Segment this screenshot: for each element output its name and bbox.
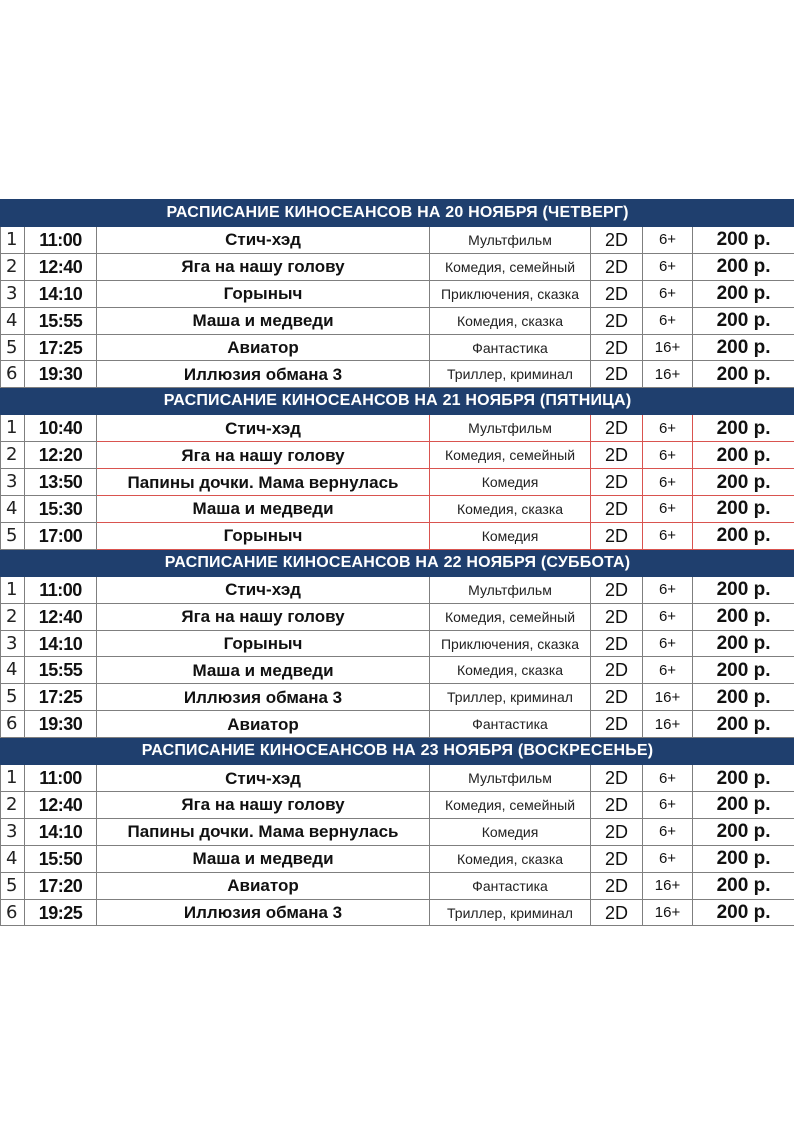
- film-title: Авиатор: [97, 872, 430, 899]
- ticket-price: 200 р.: [693, 469, 794, 496]
- film-genre: Мультфильм: [430, 227, 591, 254]
- session-row: [1, 334, 794, 361]
- schedule-table: [0, 199, 794, 926]
- ticket-price: 200 р.: [693, 711, 794, 738]
- film-genre: Комедия, сказка: [430, 657, 591, 684]
- schedule-document: [0, 199, 794, 926]
- film-format: 2D: [591, 765, 643, 792]
- ticket-price: 200 р.: [693, 280, 794, 307]
- session-number: 2: [1, 603, 25, 630]
- film-genre: Комедия: [430, 818, 591, 845]
- film-title: Маша и медведи: [97, 307, 430, 334]
- day-header: РАСПИСАНИЕ КИНОСЕАНСОВ НА 21 НОЯБРЯ (ПЯТНИЦА): [1, 388, 794, 415]
- film-format: 2D: [591, 845, 643, 872]
- film-genre: Приключения, сказка: [430, 280, 591, 307]
- session-time: 12:40: [25, 253, 97, 280]
- session-number: 1: [1, 576, 25, 603]
- film-genre: Комедия, семейный: [430, 253, 591, 280]
- ticket-price: 200 р.: [693, 872, 794, 899]
- session-row: [1, 899, 794, 926]
- session-row: [1, 576, 794, 603]
- age-rating: 16+: [643, 899, 693, 926]
- film-format: 2D: [591, 496, 643, 523]
- age-rating: 6+: [643, 442, 693, 469]
- film-genre: Комедия, семейный: [430, 603, 591, 630]
- age-rating: 6+: [643, 280, 693, 307]
- age-rating: 6+: [643, 792, 693, 819]
- film-format: 2D: [591, 361, 643, 388]
- session-number: 3: [1, 630, 25, 657]
- ticket-price: 200 р.: [693, 442, 794, 469]
- film-format: 2D: [591, 603, 643, 630]
- film-title: Папины дочки. Мама вернулась: [97, 818, 430, 845]
- age-rating: 6+: [643, 630, 693, 657]
- session-number: 1: [1, 227, 25, 254]
- film-genre: Мультфильм: [430, 415, 591, 442]
- session-number: 5: [1, 334, 25, 361]
- day-header: РАСПИСАНИЕ КИНОСЕАНСОВ НА 20 НОЯБРЯ (ЧЕТВЕРГ): [1, 200, 794, 227]
- film-title: Иллюзия обмана 3: [97, 361, 430, 388]
- film-format: 2D: [591, 280, 643, 307]
- session-number: 5: [1, 522, 25, 549]
- film-genre: Приключения, сказка: [430, 630, 591, 657]
- session-row: [1, 522, 794, 549]
- age-rating: 6+: [643, 765, 693, 792]
- session-number: 4: [1, 496, 25, 523]
- session-number: 5: [1, 684, 25, 711]
- schedule-body: [1, 200, 794, 926]
- film-genre: Мультфильм: [430, 765, 591, 792]
- film-genre: Комедия: [430, 522, 591, 549]
- age-rating: 6+: [643, 845, 693, 872]
- session-row: [1, 792, 794, 819]
- age-rating: 16+: [643, 684, 693, 711]
- session-time: 12:20: [25, 442, 97, 469]
- session-time: 11:00: [25, 765, 97, 792]
- session-time: 14:10: [25, 818, 97, 845]
- age-rating: 6+: [643, 818, 693, 845]
- film-title: Маша и медведи: [97, 496, 430, 523]
- film-genre: Комедия, сказка: [430, 496, 591, 523]
- ticket-price: 200 р.: [693, 684, 794, 711]
- session-row: [1, 872, 794, 899]
- session-time: 14:10: [25, 630, 97, 657]
- ticket-price: 200 р.: [693, 630, 794, 657]
- session-number: 6: [1, 361, 25, 388]
- film-genre: Комедия, семейный: [430, 442, 591, 469]
- session-row: [1, 818, 794, 845]
- ticket-price: 200 р.: [693, 818, 794, 845]
- session-time: 17:20: [25, 872, 97, 899]
- age-rating: 6+: [643, 496, 693, 523]
- session-number: 2: [1, 792, 25, 819]
- day-header: РАСПИСАНИЕ КИНОСЕАНСОВ НА 23 НОЯБРЯ (ВОСКРЕСЕНЬЕ): [1, 738, 794, 765]
- session-row: [1, 442, 794, 469]
- film-title: Папины дочки. Мама вернулась: [97, 469, 430, 496]
- film-title: Стич-хэд: [97, 576, 430, 603]
- age-rating: 6+: [643, 253, 693, 280]
- session-number: 1: [1, 415, 25, 442]
- session-time: 17:00: [25, 522, 97, 549]
- session-row: [1, 415, 794, 442]
- session-time: 12:40: [25, 603, 97, 630]
- film-title: Стич-хэд: [97, 227, 430, 254]
- film-genre: Фантастика: [430, 334, 591, 361]
- session-number: 6: [1, 899, 25, 926]
- film-title: Горыныч: [97, 522, 430, 549]
- ticket-price: 200 р.: [693, 307, 794, 334]
- ticket-price: 200 р.: [693, 522, 794, 549]
- session-number: 1: [1, 765, 25, 792]
- film-format: 2D: [591, 872, 643, 899]
- session-time: 15:30: [25, 496, 97, 523]
- film-format: 2D: [591, 899, 643, 926]
- film-format: 2D: [591, 307, 643, 334]
- age-rating: 6+: [643, 415, 693, 442]
- session-row: [1, 657, 794, 684]
- age-rating: 16+: [643, 334, 693, 361]
- session-time: 13:50: [25, 469, 97, 496]
- session-time: 15:50: [25, 845, 97, 872]
- film-title: Авиатор: [97, 334, 430, 361]
- session-time: 11:00: [25, 576, 97, 603]
- film-title: Маша и медведи: [97, 657, 430, 684]
- film-genre: Мультфильм: [430, 576, 591, 603]
- film-genre: Комедия, сказка: [430, 845, 591, 872]
- day-header-row: [1, 200, 794, 227]
- session-row: [1, 711, 794, 738]
- film-format: 2D: [591, 684, 643, 711]
- session-time: 17:25: [25, 684, 97, 711]
- session-row: [1, 361, 794, 388]
- session-time: 17:25: [25, 334, 97, 361]
- film-title: Стич-хэд: [97, 415, 430, 442]
- session-time: 10:40: [25, 415, 97, 442]
- film-title: Иллюзия обмана 3: [97, 684, 430, 711]
- film-format: 2D: [591, 334, 643, 361]
- session-number: 2: [1, 442, 25, 469]
- film-title: Яга на нашу голову: [97, 603, 430, 630]
- day-header: РАСПИСАНИЕ КИНОСЕАНСОВ НА 22 НОЯБРЯ (СУББОТА): [1, 549, 794, 576]
- film-genre: Триллер, криминал: [430, 361, 591, 388]
- session-number: 3: [1, 280, 25, 307]
- ticket-price: 200 р.: [693, 227, 794, 254]
- film-title: Иллюзия обмана 3: [97, 899, 430, 926]
- age-rating: 6+: [643, 469, 693, 496]
- age-rating: 6+: [643, 307, 693, 334]
- day-header-row: [1, 738, 794, 765]
- age-rating: 6+: [643, 576, 693, 603]
- ticket-price: 200 р.: [693, 603, 794, 630]
- ticket-price: 200 р.: [693, 576, 794, 603]
- film-title: Горыныч: [97, 280, 430, 307]
- film-format: 2D: [591, 657, 643, 684]
- session-row: [1, 227, 794, 254]
- ticket-price: 200 р.: [693, 899, 794, 926]
- session-time: 15:55: [25, 307, 97, 334]
- film-genre: Комедия: [430, 469, 591, 496]
- session-number: 3: [1, 469, 25, 496]
- age-rating: 16+: [643, 872, 693, 899]
- session-time: 11:00: [25, 227, 97, 254]
- session-row: [1, 684, 794, 711]
- film-title: Авиатор: [97, 711, 430, 738]
- film-title: Яга на нашу голову: [97, 253, 430, 280]
- film-format: 2D: [591, 576, 643, 603]
- session-time: 12:40: [25, 792, 97, 819]
- session-row: [1, 280, 794, 307]
- film-format: 2D: [591, 630, 643, 657]
- session-time: 14:10: [25, 280, 97, 307]
- age-rating: 6+: [643, 657, 693, 684]
- film-genre: Триллер, криминал: [430, 899, 591, 926]
- age-rating: 6+: [643, 227, 693, 254]
- ticket-price: 200 р.: [693, 765, 794, 792]
- ticket-price: 200 р.: [693, 334, 794, 361]
- ticket-price: 200 р.: [693, 253, 794, 280]
- ticket-price: 200 р.: [693, 361, 794, 388]
- film-format: 2D: [591, 711, 643, 738]
- session-time: 15:55: [25, 657, 97, 684]
- film-genre: Комедия, сказка: [430, 307, 591, 334]
- session-number: 4: [1, 307, 25, 334]
- film-title: Яга на нашу голову: [97, 792, 430, 819]
- film-genre: Триллер, криминал: [430, 684, 591, 711]
- ticket-price: 200 р.: [693, 792, 794, 819]
- session-number: 2: [1, 253, 25, 280]
- film-format: 2D: [591, 442, 643, 469]
- film-format: 2D: [591, 792, 643, 819]
- film-format: 2D: [591, 415, 643, 442]
- session-row: [1, 253, 794, 280]
- session-number: 4: [1, 657, 25, 684]
- session-row: [1, 469, 794, 496]
- film-format: 2D: [591, 253, 643, 280]
- age-rating: 16+: [643, 361, 693, 388]
- ticket-price: 200 р.: [693, 845, 794, 872]
- ticket-price: 200 р.: [693, 415, 794, 442]
- session-number: 3: [1, 818, 25, 845]
- film-genre: Фантастика: [430, 711, 591, 738]
- film-genre: Комедия, семейный: [430, 792, 591, 819]
- session-row: [1, 307, 794, 334]
- ticket-price: 200 р.: [693, 496, 794, 523]
- session-time: 19:25: [25, 899, 97, 926]
- film-title: Стич-хэд: [97, 765, 430, 792]
- age-rating: 16+: [643, 711, 693, 738]
- ticket-price: 200 р.: [693, 657, 794, 684]
- film-genre: Фантастика: [430, 872, 591, 899]
- session-number: 5: [1, 872, 25, 899]
- session-row: [1, 765, 794, 792]
- film-title: Маша и медведи: [97, 845, 430, 872]
- film-title: Яга на нашу голову: [97, 442, 430, 469]
- session-time: 19:30: [25, 361, 97, 388]
- session-row: [1, 845, 794, 872]
- age-rating: 6+: [643, 603, 693, 630]
- session-number: 4: [1, 845, 25, 872]
- day-header-row: [1, 549, 794, 576]
- film-format: 2D: [591, 522, 643, 549]
- session-row: [1, 496, 794, 523]
- session-row: [1, 603, 794, 630]
- film-format: 2D: [591, 227, 643, 254]
- day-header-row: [1, 388, 794, 415]
- film-format: 2D: [591, 469, 643, 496]
- film-format: 2D: [591, 818, 643, 845]
- age-rating: 6+: [643, 522, 693, 549]
- film-title: Горыныч: [97, 630, 430, 657]
- session-number: 6: [1, 711, 25, 738]
- session-row: [1, 630, 794, 657]
- session-time: 19:30: [25, 711, 97, 738]
